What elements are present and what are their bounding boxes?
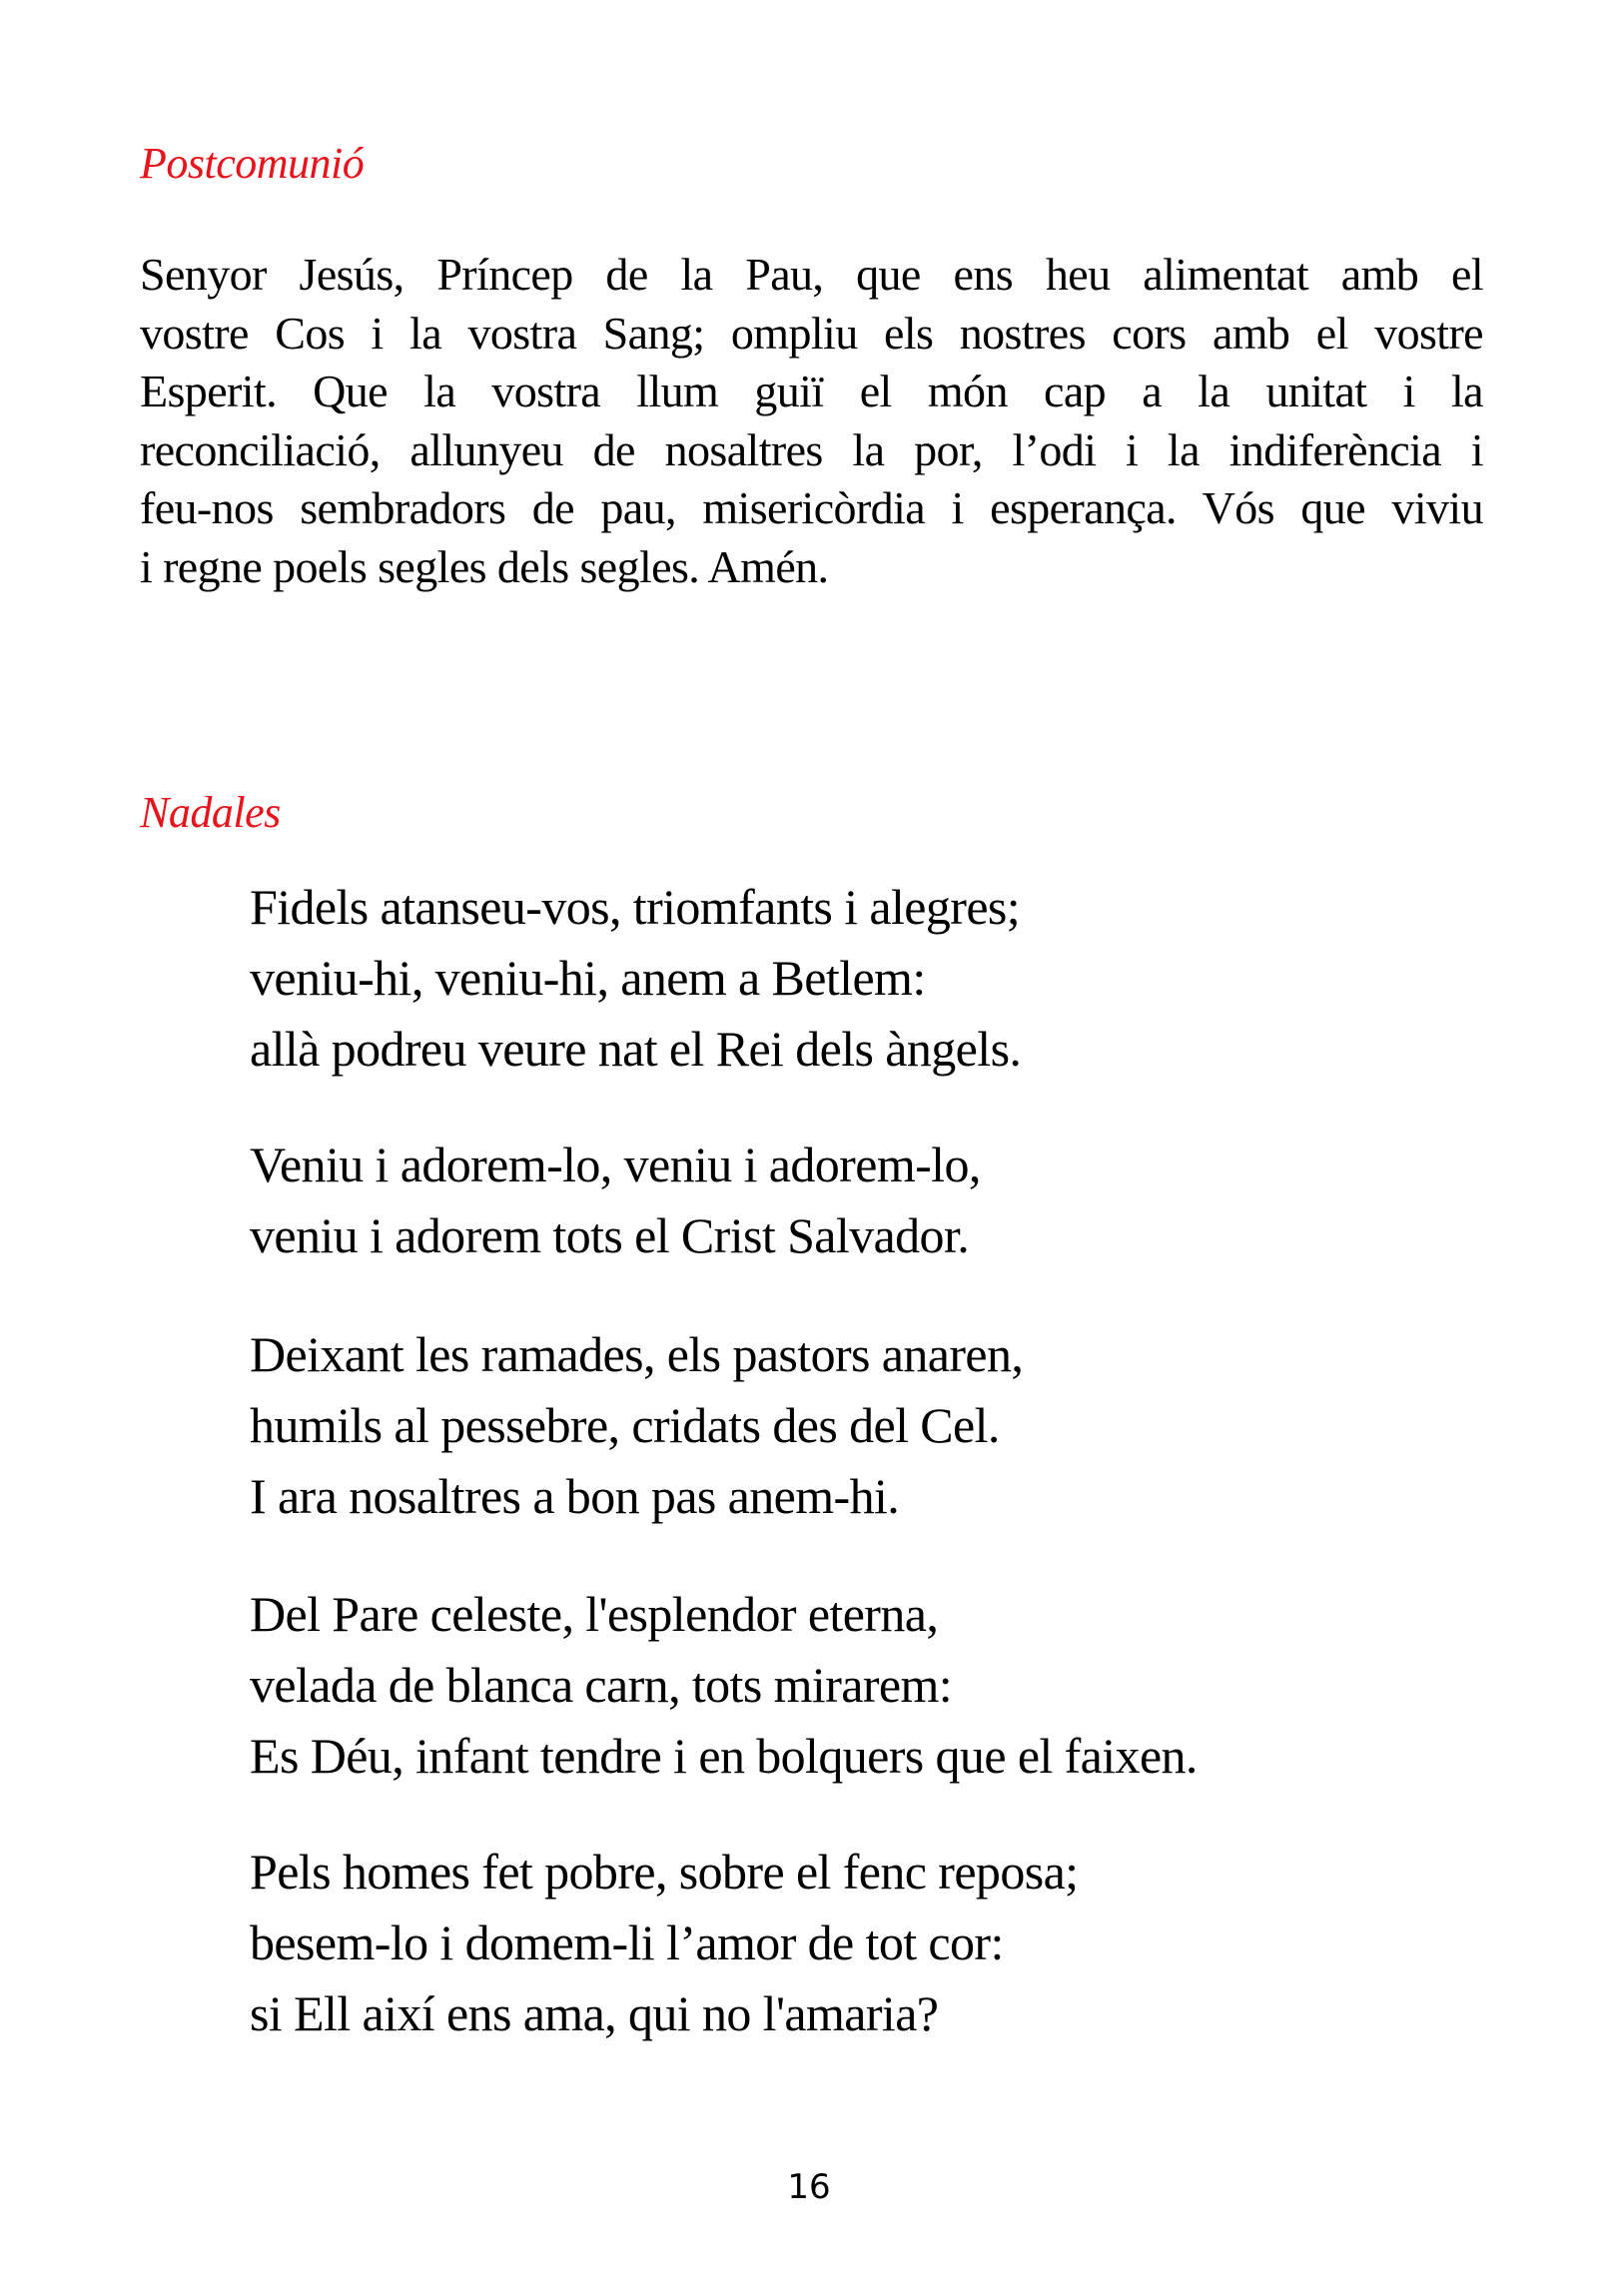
verse-line: veniu i adorem tots el Crist Salvador. bbox=[250, 1207, 970, 1263]
verse-line: Fidels atanseu-vos, triomfants i alegres; bbox=[250, 879, 1021, 935]
verse-line: humils al pessebre, cridats des del Cel. bbox=[250, 1397, 1000, 1453]
prayer-line: feu-nos sembradors de pau, misericòrdia i esperança. Vós que viviu bbox=[140, 482, 1483, 533]
section-heading-postcomunio: Postcomunió bbox=[140, 139, 365, 188]
carol-stanza bbox=[250, 1837, 1078, 2049]
prayer-line: vostre Cos i la vostra Sang; ompliu els nostres cors amb el vostre bbox=[140, 307, 1483, 359]
carol-stanza bbox=[250, 872, 1021, 1085]
verse-line: I ara nosaltres a bon pas anem-hi. bbox=[250, 1468, 900, 1524]
verse-line: veniu-hi, veniu-hi, anem a Betlem: bbox=[250, 950, 926, 1006]
prayer-line: reconciliació, allunyeu de nosaltres la por, l’odi i la indiferència i bbox=[140, 423, 1483, 475]
carol-stanza bbox=[250, 1579, 1198, 1792]
postcomunio-prayer bbox=[140, 246, 1483, 596]
carol-refrain bbox=[250, 1130, 981, 1271]
carol-stanza bbox=[250, 1319, 1023, 1532]
verse-line: Pels homes fet pobre, sobre el fenc reposa; bbox=[250, 1844, 1079, 1900]
verse-line: Veniu i adorem-lo, veniu i adorem-lo, bbox=[250, 1137, 981, 1192]
prayer-line: Senyor Jesús, Príncep de la Pau, que ens heu alimentat amb el bbox=[140, 249, 1483, 300]
verse-line: Del Pare celeste, l'esplendor eterna, bbox=[250, 1586, 939, 1642]
verse-line: velada de blanca carn, tots mirarem: bbox=[250, 1657, 953, 1713]
verse-line: Deixant les ramades, els pastors anaren, bbox=[250, 1326, 1024, 1382]
page-number: 16 bbox=[787, 2167, 831, 2207]
prayer-line: Esperit. Que la vostra llum guiï el món cap a la unitat i la bbox=[140, 366, 1483, 416]
prayer-line: i regne poels segles dels segles. Amén. bbox=[140, 540, 829, 592]
verse-line: Es Déu, infant tendre i en bolquers que el faixen. bbox=[250, 1728, 1198, 1784]
verse-line: allà podreu veure nat el Rei dels àngels. bbox=[250, 1021, 1022, 1077]
verse-line: si Ell així ens ama, qui no l'amaria? bbox=[250, 1985, 939, 2041]
verse-line: besem-lo i domem-li l’amor de tot cor: bbox=[250, 1914, 1004, 1970]
section-heading-nadales: Nadales bbox=[140, 788, 281, 837]
